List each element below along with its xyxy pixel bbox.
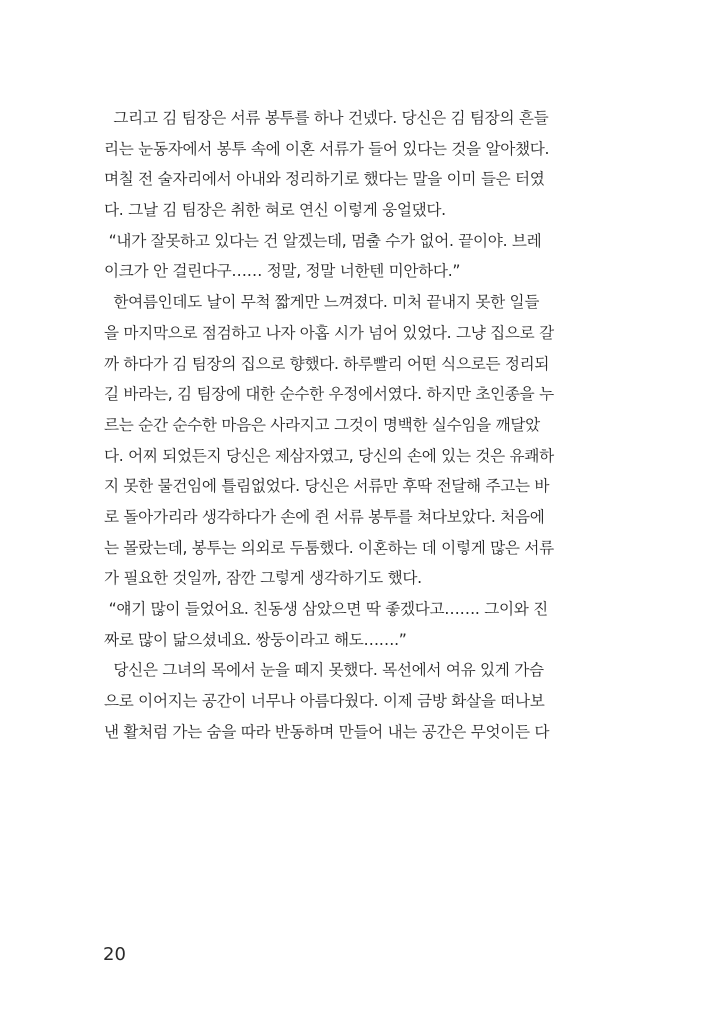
- text-line: 길 바라는, 김 팀장에 대한 순수한 우정에서였다. 하지만 초인종을 누: [104, 385, 554, 404]
- text-line: 가 필요한 것일까, 잠깐 그렇게 생각하기도 했다.: [104, 569, 422, 588]
- text-line: 까 하다가 김 팀장의 집으로 향했다. 하루빨리 어떤 식으로든 정리되: [104, 354, 550, 373]
- text-line: 으로 이어지는 공간이 너무나 아름다웠다. 이제 금방 화살을 떠나보: [104, 692, 545, 711]
- text-line: 다. 어찌 되었든지 당신은 제삼자였고, 당신의 손에 있는 것은 유쾌하: [104, 446, 554, 465]
- text-line: “내가 잘못하고 있다는 건 알겠는데, 멈출 수가 없어. 끝이야. 브레: [104, 231, 542, 250]
- text-line: 을 마지막으로 점검하고 나자 아홉 시가 넘어 있었다. 그냥 집으로 갈: [104, 323, 554, 342]
- text-line: 짜로 많이 닮으셨네요. 쌍둥이라고 해도…….”: [104, 630, 407, 649]
- body-text: [104, 103, 596, 747]
- text-line: “얘기 많이 들었어요. 친동생 삼았으면 딱 좋겠다고……. 그이와 진: [104, 600, 548, 618]
- text-line: 는 몰랐는데, 봉투는 의외로 두툼했다. 이혼하는 데 이렇게 많은 서류: [104, 538, 554, 557]
- text-line: 르는 순간 순수한 마음은 사라지고 그것이 명백한 실수임을 깨달았: [104, 415, 540, 434]
- text-line: 로 돌아가리라 생각하다가 손에 쥔 서류 봉투를 쳐다보았다. 처음에: [104, 507, 545, 526]
- text-line: 지 못한 물건임에 틀림없었다. 당신은 서류만 후딱 전달해 주고는 바: [104, 477, 550, 496]
- text-line: 그리고 김 팀장은 서류 봉투를 하나 건넸다. 당신은 김 팀장의 흔들: [104, 109, 549, 127]
- page-number: 20: [103, 944, 126, 965]
- text-line: 며칠 전 술자리에서 아내와 정리하기로 했다는 말을 이미 들은 터였: [104, 170, 545, 189]
- text-line: 한여름인데도 날이 무척 짧게만 느껴졌다. 미처 끝내지 못한 일들: [104, 293, 540, 312]
- text-line: 이크가 안 걸린다구…… 정말, 정말 너한텐 미안하다.”: [104, 262, 461, 281]
- text-line: 당신은 그녀의 목에서 눈을 떼지 못했다. 목선에서 여유 있게 가슴: [104, 661, 544, 680]
- text-line: 낸 활처럼 가는 숨을 따라 반동하며 만들어 내는 공간은 무엇이든 다: [104, 722, 550, 741]
- text-line: 다. 그날 김 팀장은 취한 혀로 연신 이렇게 웅얼댔다.: [104, 201, 446, 220]
- text-line: 리는 눈동자에서 봉투 속에 이혼 서류가 들어 있다는 것을 알아챘다.: [104, 139, 550, 158]
